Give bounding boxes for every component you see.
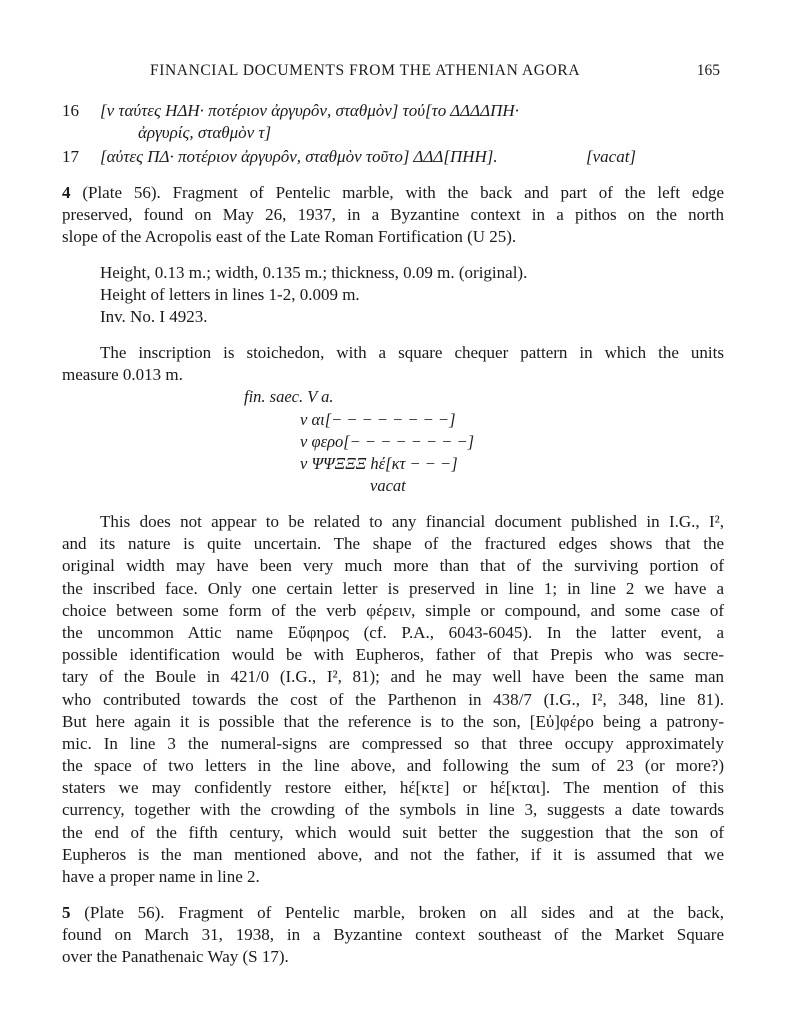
inscription-line-16b: ἀργυρίς, σταθμὸν τ] [138,123,272,142]
discussion-line: Eupheros is the man mentioned above, and not the father, if it is assumed that we [62,844,724,864]
inscription-date: fin. saec. V a. [244,387,334,406]
discussion-line: This does not appear to be related to any financial document published in I.G., I², [100,512,724,531]
spec-inventory: Inv. No. I 4923. [100,307,208,326]
spec-letter-height: Height of letters in lines 1-2, 0.009 m. [100,285,360,304]
spec-dimensions: Height, 0.13 m.; width, 0.135 m.; thickness, 0.09 m. (original). [100,263,528,282]
section-5-number: 5 [62,903,71,922]
discussion-line: the space of two letters in the line above, and following the sum of 23 (or more?) [62,756,724,776]
section-4-intro [62,182,724,249]
line-number-17: 17 [62,147,79,166]
inscription-vacat-line: vacat [370,476,406,495]
inscription-line-17: [αὐτες ΠΔ· ποτέριον ἀργυρôν, σταθμὸν τοῦτο] ΔΔΔ[ΠΗΗ]. [100,147,498,166]
inscription-vacat: [vacat] [586,147,637,166]
line-number-16: 16 [62,101,79,120]
page-number: 165 [696,62,720,79]
running-header [150,62,720,86]
section-5-intro-line: found on March 31, 1938, in a Byzantine context southeast of the Market Square [62,925,724,945]
inscription-line-16a: [ν ταύτες ΗΔΗ· ποτέριον ἀργυρôν, σταθμὸν] τού[το ΔΔΔΔΠΗ· [100,101,519,120]
stoichedon-line: The inscription is stoichedon, with a square chequer pattern in which the units [100,343,724,362]
discussion-line: But here again it is possible that the reference is to the son, [Εὐ]φέρο being a patrony- [62,711,724,731]
discussion-line: who contributed towards the cost of the Parthenon in 438/7 (I.G., I², 348, line 81). [62,689,724,709]
discussion-line: choice between some form of the verb φέρειν, simple or compound, and some case of [62,600,724,620]
discussion-line: the uncommon Attic name Εὔφηρος (cf. P.A., 6043-6045). In the latter event, a [62,622,724,642]
stoichedon-paragraph [62,342,724,386]
section-5-intro-line: over the Panathenaic Way (S 17). [62,947,289,967]
discussion-line: currency, together with the crowding of the symbols in line 3, suggests a date towards [62,800,724,820]
section-5-intro [62,902,724,969]
stoichedon-line: measure 0.013 m. [62,365,183,385]
inscription-text-line-1: v αι[− − − − − − − −] [300,410,456,429]
section-4-intro-line: preserved, found on May 26, 1937, in a Byzantine context in a pithos on the north [62,205,724,225]
discussion-line: the inscribed face. Only one certain letter is preserved in line 1; in line 2 we have a [62,578,724,598]
section-5-intro-line: (Plate 56). Fragment of Pentelic marble, broken on all sides and at the back, [70,903,724,922]
section-4-intro-line: (Plate 56). Fragment of Pentelic marble, with the back and part of the left edge [70,183,724,202]
discussion-line: original width may have been very much more than that of the surviving portion of [62,556,724,576]
running-title: FINANCIAL DOCUMENTS FROM THE ATHENIAN AGORA [150,62,581,79]
discussion-line: and its nature is quite uncertain. The shape of the fractured edges shows that the [62,534,724,554]
discussion-line: tary of the Boule in 421/0 (I.G., I², 81); and he may well have been the same man [62,667,724,687]
discussion-line: staters we may confidently restore either, hέ[κτε] or hέ[κται]. The mention of this [62,778,724,798]
section-4-number: 4 [62,183,71,202]
discussion-line: the end of the fifth century, which would suit better the suggestion that the son of [62,822,724,842]
inscription-text-line-3: v ΨΨΞΞΞ hέ[κτ − − −] [300,454,458,473]
section-4-intro-line: slope of the Acropolis east of the Late Roman Fortification (U 25). [62,227,517,247]
discussion-line: mic. In line 3 the numeral-signs are compressed so that three occupy approximately [62,733,724,753]
inscription-text-line-2: v φερο[− − − − − − − −] [300,432,475,451]
discussion-line: have a proper name in line 2. [62,867,260,886]
discussion-paragraph [62,511,724,888]
discussion-line: possible identification would be with Eupheros, father of that Prepis who was secre- [62,645,724,665]
